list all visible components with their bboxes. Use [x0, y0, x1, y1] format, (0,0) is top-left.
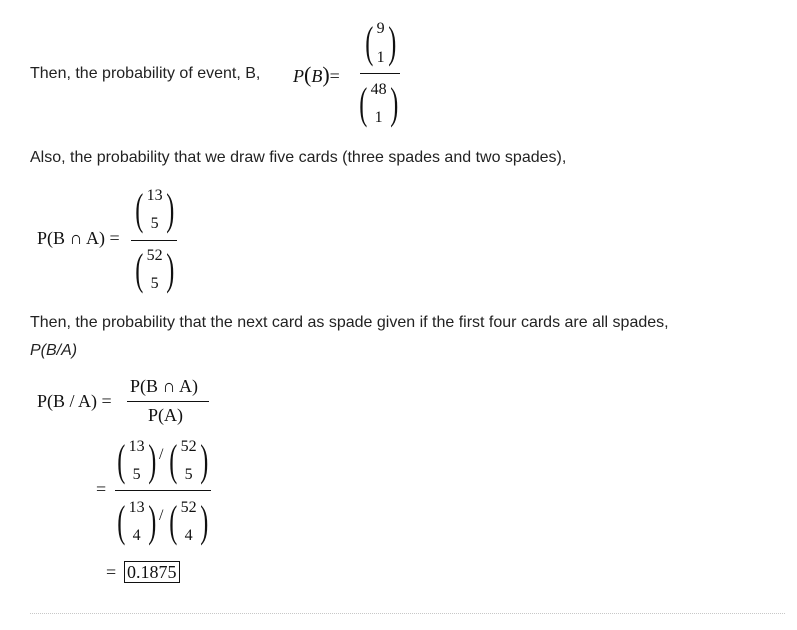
binom-bottom: 5 [184, 466, 193, 483]
binom-bottom: 4 [132, 527, 141, 544]
binom-bottom: 5 [132, 466, 141, 483]
binom-top: 13 [128, 499, 145, 516]
p-b-given-a-label: P(B/A) [30, 342, 78, 359]
fraction-bar [115, 490, 211, 491]
fraction-bar [127, 401, 209, 402]
binomial-13-4: ( 13 4 ) [117, 497, 157, 547]
binomial-13-5: ( 13 5 ) [135, 185, 175, 235]
binomial-48-1: ( 48 1 ) [359, 79, 399, 129]
binom-top: 52 [180, 438, 197, 455]
binom-top: 52 [146, 247, 163, 264]
division-slash: / [159, 507, 164, 524]
p-symbol: P [293, 66, 304, 86]
p-b-and-a-lhs: P(B ∩ A) = [37, 228, 120, 248]
five-cards-text: Also, the probability that we draw five cards (three spades and two spades), [30, 149, 567, 166]
binom-bottom: 1 [376, 48, 385, 66]
binom-top: 13 [128, 438, 145, 455]
b-variable: B [311, 66, 323, 86]
fraction-bar [360, 73, 400, 74]
event-b-lhs: P(B)= [293, 62, 340, 87]
binomial-52-5: ( 52 5 ) [169, 436, 209, 486]
binomial-52-5: ( 52 5 ) [135, 245, 175, 295]
binom-top: 9 [376, 19, 385, 37]
binom-bottom: 4 [184, 527, 193, 544]
section-divider [30, 613, 785, 614]
equals-sign: = [96, 479, 107, 499]
binomial-52-4: ( 52 4 ) [169, 497, 209, 547]
binom-bottom: 1 [374, 109, 383, 126]
binom-top: 48 [370, 81, 387, 98]
equals-sign: = [106, 562, 117, 582]
equals-sign: = [329, 66, 340, 86]
binom-top: 13 [146, 187, 163, 204]
binom-bottom: 5 [150, 215, 159, 232]
division-slash: / [159, 446, 164, 463]
frac-numerator: P(B ∩ A) [130, 376, 199, 396]
fraction-bar [131, 240, 177, 241]
binomial-13-5: ( 13 5 ) [117, 436, 157, 486]
binomial-9-1: ( 9 1 ) [365, 18, 397, 68]
answer-box: 0.1875 [124, 561, 180, 583]
p-b-given-a-lhs: P(B / A) = [37, 391, 112, 411]
next-card-text: Then, the probability that the next card as spade given if the first four cards are all spades, [30, 314, 669, 331]
frac-denominator: P(A) [148, 405, 183, 425]
binom-top: 52 [180, 499, 197, 516]
event-b-text: Then, the probability of event, B, [30, 65, 261, 82]
binom-bottom: 5 [150, 275, 159, 292]
